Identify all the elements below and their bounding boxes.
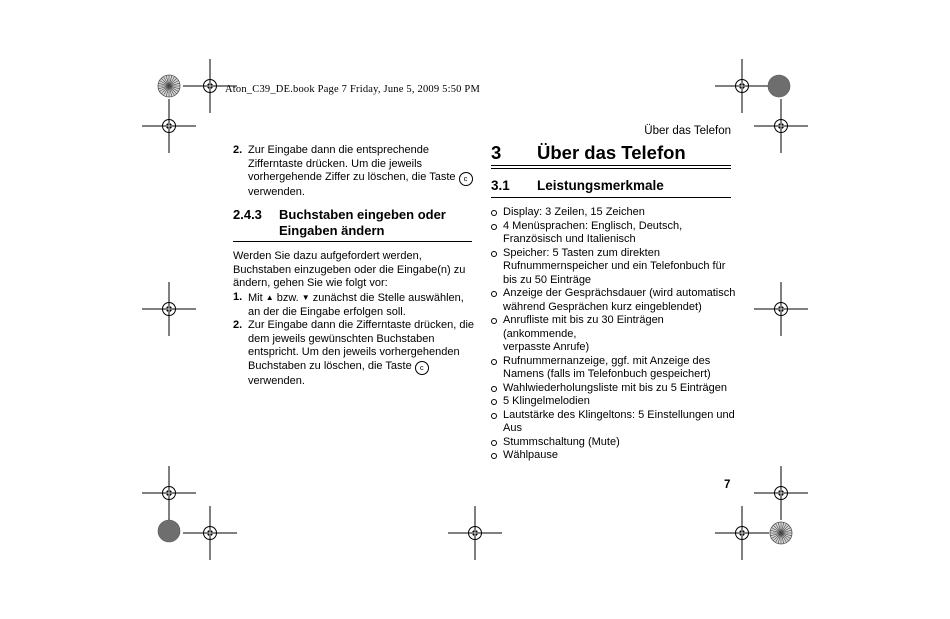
feature-item — [491, 382, 736, 396]
registration-mark-icon — [754, 99, 808, 153]
step-line: an der die Eingabe erfolgen soll. — [248, 305, 406, 318]
color-wheel-icon — [770, 522, 792, 544]
step-line: entspricht. Um den jeweils vorhergehenden — [248, 346, 460, 358]
feature-line: Wahlwiederholungsliste mit bis zu 5 Einträgen — [503, 381, 727, 394]
feature-line: Anzeige der Gesprächsdauer (wird automatisch — [503, 287, 736, 299]
feature-line: Anrufliste mit bis zu 30 Einträgen (ankommende, — [503, 314, 664, 340]
feature-line: bis zu 50 Einträge — [503, 273, 592, 286]
steps-list — [233, 291, 478, 388]
section-rule — [233, 241, 472, 242]
page-number: 7 — [724, 479, 731, 491]
step-number: 2. — [233, 319, 243, 331]
feature-list-container — [491, 206, 736, 463]
registration-mark-icon — [448, 506, 502, 560]
feature-item — [491, 436, 736, 450]
registration-mark-icon — [715, 59, 769, 113]
intro-paragraph — [233, 250, 478, 291]
step-line: vorhergehende Ziffer zu löschen, die Taste — [248, 171, 456, 183]
chapter-title: Über das Telefon — [537, 142, 686, 163]
feature-item — [491, 287, 736, 314]
registration-mark-icon — [142, 282, 196, 336]
feature-line: während Gesprächen kurz eingeblendet) — [503, 300, 702, 313]
section-rule — [491, 197, 731, 198]
feature-item — [491, 395, 736, 409]
step-text: zunächst die Stelle auswählen, — [312, 292, 464, 304]
feature-line: Display: 3 Zeilen, 15 Zeichen — [503, 206, 645, 218]
step-line: Zifferntaste drücken. Um die jeweils — [248, 157, 423, 170]
gray-target-icon — [158, 520, 180, 542]
feature-line: Wählpause — [503, 449, 559, 461]
registration-mark-icon — [754, 466, 808, 520]
feature-item — [491, 355, 736, 382]
up-arrow-icon: ▲ — [265, 293, 274, 302]
step-line: verwenden. — [248, 186, 305, 198]
feature-line: Aus — [503, 422, 522, 434]
feature-item — [491, 206, 736, 220]
section-number: 2.4.3 — [233, 207, 262, 222]
feature-line: Namens (falls im Telefonbuch gespeichert) — [503, 368, 711, 380]
feature-item — [491, 314, 736, 355]
feature-line: 5 Klingelmelodien — [503, 395, 590, 407]
section-title-line: Buchstaben eingeben oder — [279, 207, 446, 222]
step-item — [233, 144, 478, 200]
feature-line: Lautstärke des Klingeltons: 5 Einstellungen und — [503, 408, 735, 421]
step-line: Buchstaben zu löschen, die Taste — [248, 359, 412, 372]
registration-mark-icon — [183, 506, 237, 560]
step-number: 2. — [233, 144, 243, 156]
registration-mark-icon — [715, 506, 769, 560]
section-number: 3.1 — [491, 178, 510, 193]
print-slug: Aton_C39_DE.book Page 7 Friday, June 5, 2009 5:50 PM — [225, 84, 481, 95]
step-line: verwenden. — [248, 374, 305, 387]
intro-line: Werden Sie dazu aufgefordert werden, — [233, 250, 422, 262]
step-text: bzw. — [276, 292, 299, 304]
feature-line: Speicher: 5 Tasten zum direkten — [503, 246, 660, 259]
step-text: Mit — [248, 292, 263, 304]
section-title — [279, 207, 446, 239]
running-header: Über das Telefon — [644, 125, 731, 137]
feature-item — [491, 247, 736, 288]
step-line: dem jeweils gewünschten Buchstaben — [248, 332, 435, 345]
section-title: Leistungsmerkmale — [537, 178, 664, 193]
feature-line: Französisch und Italienisch — [503, 233, 636, 245]
c-key-icon: c — [459, 172, 473, 186]
feature-line: verpasste Anrufe) — [503, 341, 590, 353]
registration-mark-icon — [142, 99, 196, 153]
feature-line: Stummschaltung (Mute) — [503, 435, 620, 448]
color-wheel-icon — [158, 75, 180, 97]
step-line: Zur Eingabe dann die Zifferntaste drücken, die — [248, 319, 475, 331]
chapter-rule — [491, 168, 731, 169]
feature-item — [491, 449, 736, 463]
intro-line: Buchstaben einzugeben oder die Eingabe(n) zu — [233, 263, 466, 276]
section-heading-2-4-3 — [233, 207, 478, 241]
step-item — [233, 291, 478, 319]
step-intro — [233, 144, 478, 200]
down-arrow-icon: ▼ — [301, 293, 310, 302]
step-item — [233, 319, 478, 388]
step-number: 1. — [233, 291, 243, 303]
feature-item — [491, 409, 736, 436]
feature-line: 4 Menüsprachen: Englisch, Deutsch, — [503, 219, 683, 232]
feature-line: Rufnummernanzeige, ggf. mit Anzeige des — [503, 354, 711, 367]
section-title-line: Eingaben ändern — [279, 223, 385, 238]
registration-mark-icon — [754, 282, 808, 336]
feature-item — [491, 220, 736, 247]
c-key-icon: c — [415, 361, 429, 375]
registration-mark-icon — [142, 466, 196, 520]
step-line: Zur Eingabe dann die entsprechende — [248, 144, 430, 156]
feature-line: Rufnummernspeicher und ein Telefonbuch für — [503, 260, 726, 272]
feature-list — [491, 206, 736, 463]
intro-line: ändern, gehen Sie wie folgt vor: — [233, 277, 388, 289]
chapter-rule — [491, 165, 731, 166]
gray-target-icon — [768, 75, 790, 97]
chapter-number: 3 — [491, 142, 502, 163]
